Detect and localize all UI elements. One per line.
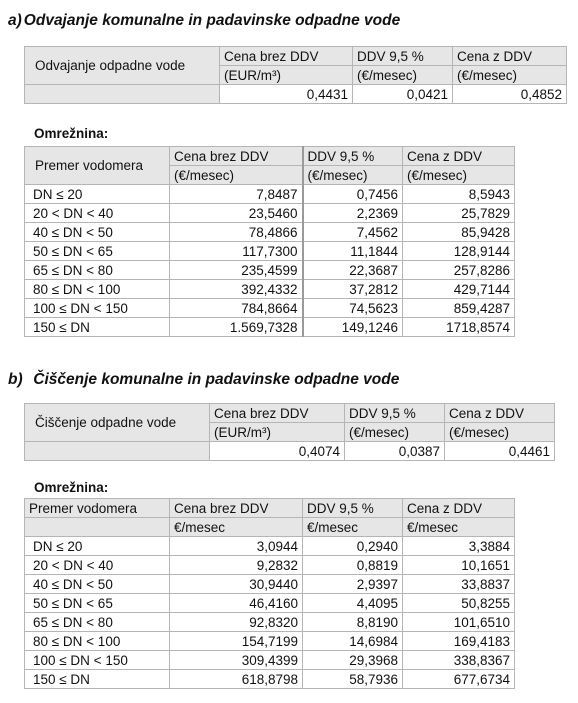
- header-unit-cell: (€/mesec): [353, 66, 453, 85]
- table-row: [25, 575, 515, 594]
- header-cell: Cena z DDV: [453, 47, 567, 66]
- header-cell: Premer vodomera: [25, 499, 170, 518]
- value-cell: 92,8320: [170, 613, 303, 632]
- table-row: [25, 147, 515, 166]
- table-row: [25, 404, 555, 423]
- value-cell: 37,2812: [303, 280, 403, 299]
- value-cell: 784,8664: [170, 299, 303, 318]
- table-row: [25, 632, 515, 651]
- summary-row-label: Čiščenje odpadne vode: [25, 404, 210, 442]
- value-cell: 85,9428: [403, 223, 515, 242]
- value-cell: 149,1246: [303, 318, 403, 337]
- header-cell: DDV 9,5 %: [303, 499, 403, 518]
- section-a-title-text: Odvajanje komunalne in padavinske odpadne vode: [23, 12, 401, 29]
- section-b-label: b): [8, 371, 23, 388]
- value-cell: 117,7300: [170, 242, 303, 261]
- header-unit-cell: (EUR/m³): [210, 423, 345, 442]
- value-cell: 50,8255: [403, 594, 515, 613]
- row-label-cell: DN ≤ 20: [25, 185, 170, 204]
- section-b-network-table: [24, 498, 515, 689]
- value-cell: 58,7936: [303, 670, 403, 689]
- value-cell: 29,3968: [303, 651, 403, 670]
- value-cell: 25,7829: [403, 204, 515, 223]
- value-cell: 78,4866: [170, 223, 303, 242]
- header-unit-cell: €/mesec: [170, 518, 303, 537]
- value-cell: 33,8837: [403, 575, 515, 594]
- header-unit-cell: (EUR/m³): [220, 66, 353, 85]
- section-b-network-title: Omrežnina:: [34, 480, 109, 495]
- table-row: [25, 613, 515, 632]
- value-cell: 169,4183: [403, 632, 515, 651]
- value-cell: 0,2940: [303, 537, 403, 556]
- value-cell: 23,5460: [170, 204, 303, 223]
- value-cell: 0,7456: [303, 185, 403, 204]
- section-a-label: a): [8, 12, 22, 29]
- header-cell: DDV 9,5 %: [353, 47, 453, 66]
- value-cell: 0,4852: [453, 85, 567, 104]
- row-label-cell: 65 ≤ DN < 80: [25, 261, 170, 280]
- table-row: [25, 556, 515, 575]
- value-cell: 0,8819: [303, 556, 403, 575]
- value-cell: 74,5623: [303, 299, 403, 318]
- value-cell: 4,4095: [303, 594, 403, 613]
- value-cell: 7,4562: [303, 223, 403, 242]
- row-label-cell: 80 ≤ DN < 100: [25, 280, 170, 299]
- row-label-cell: 40 ≤ DN < 50: [25, 223, 170, 242]
- value-cell: 8,5943: [403, 185, 515, 204]
- section-a-network-table: [24, 146, 515, 337]
- summary-spacer-cell: [25, 442, 210, 461]
- value-cell: 0,4074: [210, 442, 345, 461]
- header-unit-cell: €/mesec: [403, 518, 515, 537]
- value-cell: 677,6734: [403, 670, 515, 689]
- value-cell: 7,8487: [170, 185, 303, 204]
- section-b-title-text: Čiščenje komunalne in padavinske odpadne vode: [33, 371, 400, 388]
- value-cell: 30,9440: [170, 575, 303, 594]
- header-cell: DDV 9,5 %: [303, 147, 403, 166]
- value-cell: 14,6984: [303, 632, 403, 651]
- table-row: [25, 185, 515, 204]
- table-row: [25, 242, 515, 261]
- row-label-cell: 50 ≤ DN < 65: [25, 594, 170, 613]
- row-label-cell: 40 ≤ DN < 50: [25, 575, 170, 594]
- table-row: [25, 594, 515, 613]
- value-cell: 859,4287: [403, 299, 515, 318]
- value-cell: 618,8798: [170, 670, 303, 689]
- header-cell: Cena z DDV: [445, 404, 555, 423]
- header-cell: Cena z DDV: [403, 499, 515, 518]
- header-cell: Cena brez DDV: [220, 47, 353, 66]
- row-label-cell: 20 < DN < 40: [25, 556, 170, 575]
- header-unit-cell: (€/mesec): [403, 166, 515, 185]
- table-row: [25, 223, 515, 242]
- header-unit-cell: €/mesec: [303, 518, 403, 537]
- table-row: [25, 537, 515, 556]
- table-row: [25, 47, 567, 66]
- value-cell: 235,4599: [170, 261, 303, 280]
- row-label-cell: 20 < DN < 40: [25, 204, 170, 223]
- value-cell: 0,0421: [353, 85, 453, 104]
- value-cell: 1.569,7328: [170, 318, 303, 337]
- table-row: [25, 442, 555, 461]
- section-b-title: [8, 371, 399, 389]
- header-unit-cell: (€/mesec): [453, 66, 567, 85]
- value-cell: 257,8286: [403, 261, 515, 280]
- value-cell: 46,4160: [170, 594, 303, 613]
- row-label-cell: 150 ≤ DN: [25, 670, 170, 689]
- header-cell: Cena z DDV: [403, 147, 515, 166]
- table-row: [25, 261, 515, 280]
- section-a-title: [8, 12, 400, 30]
- value-cell: 3,3884: [403, 537, 515, 556]
- value-cell: 1718,8574: [403, 318, 515, 337]
- table-row: [25, 518, 515, 537]
- header-cell: Cena brez DDV: [170, 147, 303, 166]
- value-cell: 101,6510: [403, 613, 515, 632]
- row-label-cell: 65 ≤ DN < 80: [25, 613, 170, 632]
- header-unit-cell: [25, 518, 170, 537]
- value-cell: 3,0944: [170, 537, 303, 556]
- value-cell: 10,1651: [403, 556, 515, 575]
- row-label-cell: 100 ≤ DN < 150: [25, 299, 170, 318]
- table-row: [25, 318, 515, 337]
- header-unit-cell: (€/mesec): [303, 166, 403, 185]
- table-row: [25, 85, 567, 104]
- header-cell: Cena brez DDV: [210, 404, 345, 423]
- table-row: [25, 280, 515, 299]
- value-cell: 338,8367: [403, 651, 515, 670]
- value-cell: 2,9397: [303, 575, 403, 594]
- table-row: [25, 299, 515, 318]
- value-cell: 154,7199: [170, 632, 303, 651]
- header-unit-cell: (€/mesec): [445, 423, 555, 442]
- table-row: [25, 670, 515, 689]
- row-label-cell: 50 ≤ DN < 65: [25, 242, 170, 261]
- header-cell: Premer vodomera: [25, 147, 170, 185]
- header-unit-cell: (€/mesec): [345, 423, 445, 442]
- row-label-cell: 100 ≤ DN < 150: [25, 651, 170, 670]
- value-cell: 22,3687: [303, 261, 403, 280]
- row-label-cell: 150 ≤ DN: [25, 318, 170, 337]
- table-row: [25, 651, 515, 670]
- value-cell: 8,8190: [303, 613, 403, 632]
- table-row: [25, 204, 515, 223]
- value-cell: 128,9144: [403, 242, 515, 261]
- summary-spacer-cell: [25, 85, 220, 104]
- value-cell: 2,2369: [303, 204, 403, 223]
- summary-row-label: Odvajanje odpadne vode: [25, 47, 220, 85]
- value-cell: 309,4399: [170, 651, 303, 670]
- value-cell: 0,4461: [445, 442, 555, 461]
- row-label-cell: 80 ≤ DN < 100: [25, 632, 170, 651]
- section-b-summary-table: [24, 403, 555, 461]
- header-cell: DDV 9,5 %: [345, 404, 445, 423]
- row-label-cell: DN ≤ 20: [25, 537, 170, 556]
- value-cell: 0,0387: [345, 442, 445, 461]
- section-a-network-title: Omrežnina:: [34, 126, 109, 141]
- value-cell: 429,7144: [403, 280, 515, 299]
- header-cell: Cena brez DDV: [170, 499, 303, 518]
- value-cell: 392,4332: [170, 280, 303, 299]
- value-cell: 9,2832: [170, 556, 303, 575]
- value-cell: 11,1844: [303, 242, 403, 261]
- value-cell: 0,4431: [220, 85, 353, 104]
- header-unit-cell: (€/mesec): [170, 166, 303, 185]
- section-a-summary-table: [24, 46, 567, 104]
- table-row: [25, 499, 515, 518]
